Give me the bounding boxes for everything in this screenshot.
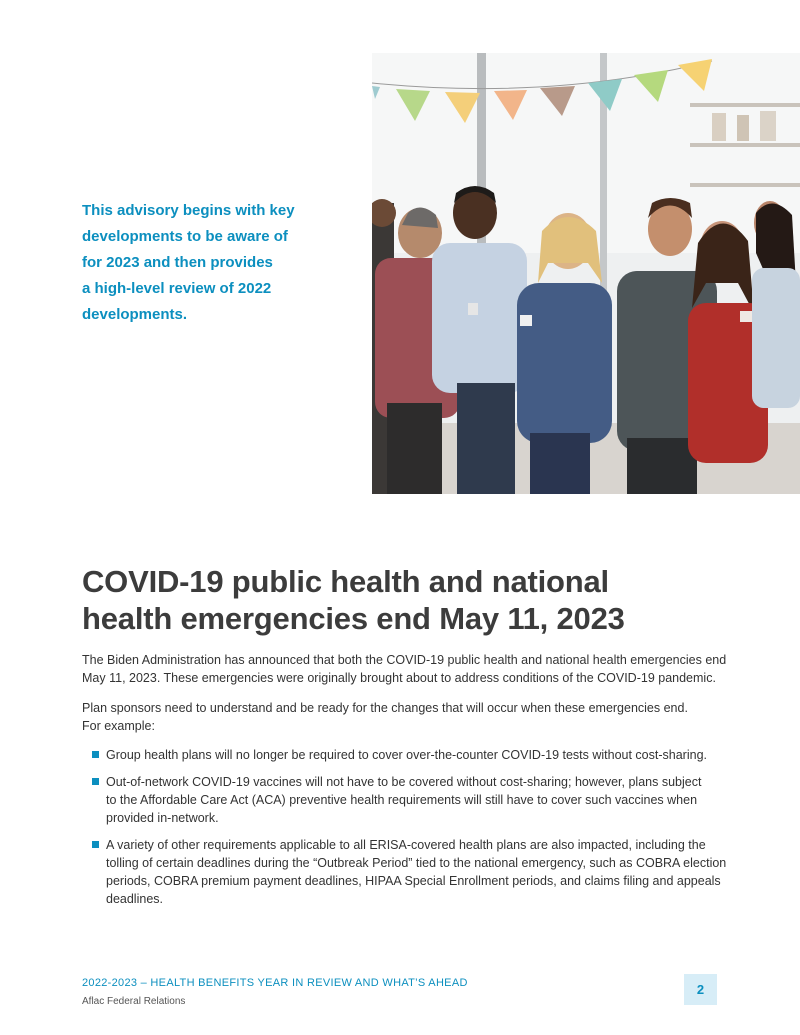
- square-bullet-icon: [92, 751, 99, 758]
- list-item: [92, 836, 752, 908]
- pull-quote-line: a high-level review of 2022: [82, 280, 272, 297]
- paragraph-line: For example:: [82, 719, 155, 733]
- changes-bullet-list: [92, 746, 752, 917]
- page-number-badge: 2: [684, 974, 717, 1005]
- bullet-line: Out-of-network COVID-19 vaccines will not have to be covered without cost-sharing; however, plans subject: [106, 775, 702, 789]
- section-heading: [82, 563, 782, 637]
- list-item: [92, 746, 752, 764]
- people-socializing-photo: [372, 53, 800, 494]
- list-item: [92, 773, 752, 827]
- bullet-line: periods, COBRA premium payment deadlines, HIPAA Special Enrollment periods, and claims filing and appeals: [106, 874, 721, 888]
- square-bullet-icon: [92, 841, 99, 848]
- paragraph-line: Plan sponsors need to understand and be ready for the changes that will occur when these emergencies end.: [82, 701, 688, 715]
- bullet-line: deadlines.: [106, 892, 163, 906]
- footer-organization: Aflac Federal Relations: [82, 996, 186, 1007]
- paragraph-line: May 11, 2023. These emergencies were originally brought about to address conditions of the COVID-19 pandemic.: [82, 671, 716, 685]
- bullet-line: to the Affordable Care Act (ACA) preventive health requirements will still have to cover such vaccines when: [106, 793, 698, 807]
- plan-sponsors-paragraph: [82, 699, 742, 735]
- pull-quote-line: This advisory begins with key: [82, 202, 295, 219]
- pull-quote-line: for 2023 and then provides: [82, 254, 273, 271]
- bullet-line: A variety of other requirements applicable to all ERISA-covered health plans are also impacted, including the: [106, 838, 706, 852]
- bullet-line: Group health plans will no longer be required to cover over-the-counter COVID-19 tests without cost-sharing.: [106, 748, 707, 762]
- paragraph-line: The Biden Administration has announced that both the COVID-19 public health and national health emergencies end: [82, 653, 727, 667]
- bullet-line: tolling of certain deadlines during the “Outbreak Period” tied to the national emergency, such as COBRA election: [106, 856, 727, 870]
- section-heading-line: COVID-19 public health and national: [82, 564, 609, 599]
- pull-quote-line: developments to be aware of: [82, 228, 288, 245]
- square-bullet-icon: [92, 778, 99, 785]
- section-heading-line: health emergencies end May 11, 2023: [82, 601, 625, 636]
- pull-quote-line: developments.: [82, 306, 188, 323]
- bullet-line: provided in-network.: [106, 811, 219, 825]
- pull-quote: [82, 198, 332, 328]
- footer-title: 2022-2023 – HEALTH BENEFITS YEAR IN REVIEW AND WHAT’S AHEAD: [82, 977, 468, 989]
- intro-paragraph: [82, 651, 742, 687]
